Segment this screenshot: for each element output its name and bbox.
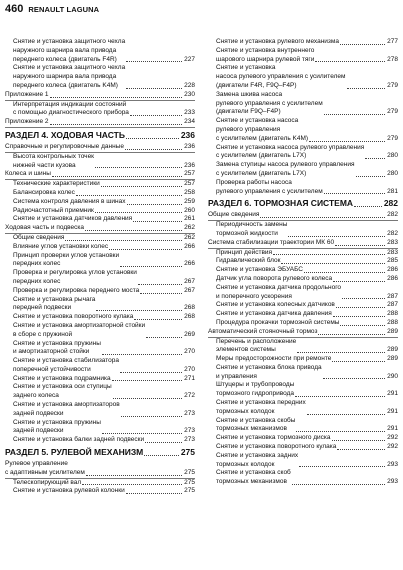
toc-entry bbox=[208, 257, 398, 266]
toc-entry-title: Снятие и установка скоб тормозных механизмов bbox=[216, 469, 291, 486]
toc-entry-page: 283 bbox=[387, 238, 398, 246]
toc-entry-page: 292 bbox=[387, 443, 398, 451]
toc-entry-title: РАЗДЕЛ 5. РУЛЕВОЙ МЕХАНИЗМ bbox=[5, 447, 144, 458]
toc-entry bbox=[208, 275, 398, 284]
toc-entry-title: Принцип проверки углов установки передних колес bbox=[13, 251, 120, 268]
toc-entry-page: 289 bbox=[387, 346, 398, 354]
toc-entry-page: 275 bbox=[184, 468, 195, 476]
dot-leader bbox=[354, 206, 382, 207]
dot-leader bbox=[125, 149, 182, 150]
dot-leader bbox=[85, 230, 182, 231]
toc-entry-page: 275 bbox=[184, 487, 195, 495]
dot-leader bbox=[52, 176, 182, 177]
toc-entry-title: Общие сведения bbox=[13, 233, 65, 241]
dot-leader bbox=[332, 440, 386, 441]
toc-entry bbox=[208, 399, 398, 417]
dot-leader bbox=[133, 221, 182, 222]
dot-leader bbox=[145, 442, 182, 443]
toc-entry-title: Периодичность замены тормозной жидкости bbox=[216, 221, 288, 237]
toc-entry-title: Принцип действия bbox=[216, 248, 273, 256]
toc-entry-title: Снятие и установка передних тормозных колодок bbox=[216, 399, 306, 415]
toc-entry-title: Снятие и установка амортизаторной стойки в сборе с пружиной bbox=[13, 321, 146, 338]
toc-entry-title: Технические характеристики bbox=[13, 180, 100, 188]
toc-entry bbox=[5, 322, 195, 340]
dot-leader bbox=[295, 396, 385, 397]
toc-entry-title: Снятие и установка подрамника bbox=[13, 374, 111, 382]
toc-entry-page: 261 bbox=[184, 215, 195, 223]
toc-entry-title: Интерпретация индикации состояний с помощью диагностического прибора bbox=[13, 100, 129, 117]
dot-leader bbox=[130, 115, 182, 116]
dot-leader bbox=[281, 263, 385, 264]
toc-entry-title: Датчик угла поворота рулевого колеса bbox=[216, 274, 333, 282]
toc-entry-page: 280 bbox=[387, 152, 398, 160]
toc-entry-title: Снятие и установка датчика давления bbox=[216, 310, 332, 318]
dot-leader bbox=[333, 316, 385, 317]
dot-leader bbox=[324, 193, 385, 194]
toc-entry-title: Высота контрольных точек нижней части кузова bbox=[13, 152, 95, 169]
dot-leader bbox=[109, 249, 182, 250]
toc-entry bbox=[208, 64, 398, 90]
dot-leader bbox=[324, 114, 385, 115]
toc-entry-page: 266 bbox=[184, 242, 195, 250]
toc-entry bbox=[5, 419, 195, 437]
toc-entry-title: Снятие и установка задних тормозных колодок bbox=[216, 451, 299, 468]
dot-leader bbox=[332, 361, 385, 362]
toc-entry-title: Снятие и установка ЭБУАБС bbox=[216, 266, 303, 274]
toc-entry bbox=[208, 211, 398, 221]
toc-entry bbox=[208, 443, 398, 452]
dot-leader bbox=[126, 88, 182, 89]
dot-leader bbox=[102, 433, 182, 434]
toc-entry bbox=[208, 161, 398, 179]
toc-entry-page: 292 bbox=[387, 434, 398, 442]
toc-entry-title: Колеса и шины bbox=[5, 170, 51, 178]
toc-entry-page: 257 bbox=[184, 180, 195, 188]
toc-entry bbox=[5, 243, 195, 252]
toc-entry-page: 268 bbox=[184, 313, 195, 321]
toc-entry-page: 279 bbox=[387, 134, 398, 142]
toc-entry-title: Балансировка колес bbox=[13, 188, 75, 196]
toc-entry-title: Снятие и установка рулевого механизма bbox=[216, 38, 339, 45]
toc-entry-title: Влияние углов установки колес bbox=[13, 242, 109, 250]
dot-leader bbox=[356, 176, 386, 177]
toc-entry-title: Процедура прокачки тормозной системы bbox=[216, 318, 340, 326]
toc-entry-title: Снятие и установка стабилизатора поперечной устойчивости bbox=[13, 357, 120, 373]
toc-entry bbox=[208, 47, 398, 65]
section-heading bbox=[5, 447, 195, 458]
toc-entry bbox=[208, 452, 398, 470]
toc-entry bbox=[208, 417, 398, 435]
toc-entry bbox=[5, 487, 195, 496]
toc-entry bbox=[5, 383, 195, 401]
toc-entry-page: 277 bbox=[387, 38, 398, 45]
dot-leader bbox=[95, 212, 182, 213]
dot-leader bbox=[318, 334, 385, 335]
toc-entry-page: 291 bbox=[387, 390, 398, 398]
toc-entry-page: 282 bbox=[387, 229, 398, 237]
dot-leader bbox=[307, 414, 385, 415]
toc-entry-page: 288 bbox=[387, 310, 398, 318]
toc-entry-title: Приложение 2 bbox=[5, 118, 49, 126]
toc-entry-title: Система стабилизации траектории МК 60 bbox=[208, 238, 335, 246]
toc-entry-page: 289 bbox=[387, 327, 398, 335]
toc-entry-page: 279 bbox=[387, 108, 398, 116]
toc-left-column bbox=[5, 38, 195, 496]
toc-entry-page: 236 bbox=[184, 161, 195, 169]
toc-entry-page: 273 bbox=[184, 427, 195, 435]
toc-entry-title: Снятие и установка насоса рулевого управления с усилителем (двигатель K4M) bbox=[216, 117, 309, 142]
toc-entry bbox=[5, 340, 195, 358]
toc-entry-page: 291 bbox=[387, 407, 398, 415]
dot-leader bbox=[120, 266, 182, 267]
toc-entry-title: Штуцеры и трубопроводы тормозного гидропривода bbox=[216, 381, 295, 398]
dot-leader bbox=[50, 124, 183, 125]
toc-entry bbox=[5, 91, 195, 101]
toc-entry bbox=[208, 319, 398, 328]
dot-leader bbox=[337, 449, 385, 450]
toc-entry-title: Снятие и установка внутреннего шарового шарнира рулевой тяги bbox=[216, 46, 315, 63]
dot-leader bbox=[50, 97, 183, 98]
toc-entry bbox=[208, 239, 398, 249]
toc-entry-page: 278 bbox=[387, 55, 398, 63]
toc-entry-title: Проверка и регулировка углов установки передних колес bbox=[13, 269, 137, 285]
toc-entry bbox=[5, 207, 195, 216]
toc-entry-title: Снятие и установка балки задней подвески bbox=[13, 436, 145, 444]
toc-entry-page: 272 bbox=[184, 392, 195, 400]
toc-entry-title: Снятие и установка поворотного кулака bbox=[216, 443, 337, 451]
dot-leader bbox=[335, 245, 385, 246]
toc-entry bbox=[5, 436, 195, 445]
dot-leader bbox=[82, 484, 182, 485]
dot-leader bbox=[299, 466, 385, 467]
toc-entry bbox=[5, 215, 195, 224]
toc-entry bbox=[208, 38, 398, 47]
toc-entry-page: 286 bbox=[387, 274, 398, 282]
dot-leader bbox=[365, 158, 385, 159]
toc-entry bbox=[208, 117, 398, 143]
section-heading bbox=[208, 198, 398, 209]
toc-entry-title: Снятие и установка колесных датчиков bbox=[216, 301, 335, 309]
toc-entry-page: 287 bbox=[387, 301, 398, 309]
toc-entry-title: Снятие и установка пружины задней подвески bbox=[13, 418, 101, 435]
toc-entry-page: 236 bbox=[180, 129, 195, 140]
toc-entry-page: 270 bbox=[184, 348, 195, 356]
toc-entry bbox=[208, 221, 398, 239]
dot-leader bbox=[288, 236, 385, 237]
page-header bbox=[5, 2, 99, 16]
toc-entry-page: 234 bbox=[184, 118, 195, 126]
toc-entry-title: Снятие и установка насоса рулевого управления с усилителем (двигатели F4R, F9Q–F4P) bbox=[216, 64, 346, 89]
toc-entry bbox=[5, 287, 195, 296]
toc-entry-title: РАЗДЕЛ 6. ТОРМОЗНАЯ СИСТЕМА bbox=[208, 198, 354, 209]
toc-entry bbox=[5, 269, 195, 287]
toc-entry-title: Снятие и установка оси ступицы заднего колеса bbox=[13, 383, 112, 400]
toc-entry bbox=[5, 118, 195, 128]
toc-entry-page: 269 bbox=[184, 330, 195, 338]
dot-leader bbox=[126, 138, 179, 139]
dot-leader bbox=[96, 310, 182, 311]
toc-entry-page: 259 bbox=[184, 197, 195, 205]
toc-entry bbox=[5, 170, 195, 180]
toc-entry bbox=[208, 338, 398, 356]
toc-entry bbox=[5, 234, 195, 243]
toc-entry-page: 228 bbox=[184, 81, 195, 89]
toc-entry bbox=[208, 301, 398, 310]
dot-leader bbox=[146, 337, 182, 338]
dot-leader bbox=[102, 354, 182, 355]
toc-entry-page: 290 bbox=[387, 372, 398, 380]
toc-entry-page: 289 bbox=[387, 355, 398, 363]
dot-leader bbox=[144, 455, 179, 456]
dot-leader bbox=[296, 431, 385, 432]
toc-entry-title: Гидравлический блок bbox=[216, 257, 281, 265]
dot-leader bbox=[65, 240, 182, 241]
toc-entry bbox=[208, 179, 398, 197]
toc-entry bbox=[208, 364, 398, 382]
dot-leader bbox=[140, 293, 182, 294]
toc-entry bbox=[5, 143, 195, 153]
toc-entry-title: Радиочастотный приемник bbox=[13, 206, 94, 214]
toc-entry bbox=[208, 434, 398, 443]
dot-leader bbox=[101, 186, 182, 187]
toc-entry bbox=[208, 91, 398, 117]
toc-entry bbox=[208, 469, 398, 487]
toc-entry-title: Снятие и установка скобы тормозных механизмов bbox=[216, 416, 296, 433]
toc-entry bbox=[5, 101, 195, 119]
dot-leader bbox=[347, 88, 386, 89]
toc-entry bbox=[208, 355, 398, 364]
toc-entry bbox=[5, 180, 195, 189]
toc-entry-title: Снятие и установка тормозного диска bbox=[216, 434, 331, 442]
toc-entry bbox=[5, 313, 195, 322]
toc-entry-title: Снятие и установка защитного чехла наружного шарнира вала привода переднего колеса (двигатель F4R) bbox=[13, 38, 126, 63]
toc-entry-title: Снятие и установка амортизаторов задней подвески bbox=[13, 401, 120, 417]
dot-leader bbox=[126, 493, 182, 494]
toc-entry-title: Проверка работы насоса рулевого управления с усилителем bbox=[216, 178, 323, 195]
toc-entry-title: Справочные и регулировочные данные bbox=[5, 142, 124, 150]
toc-entry-title: Рулевое управление с адаптивным усилителем bbox=[5, 460, 85, 476]
toc-entry-page: 279 bbox=[387, 81, 398, 89]
toc-entry-page: 273 bbox=[184, 436, 195, 444]
dot-leader bbox=[333, 281, 385, 282]
toc-entry bbox=[5, 460, 195, 479]
toc-entry-page: 275 bbox=[180, 447, 195, 458]
dot-leader bbox=[112, 380, 183, 381]
toc-entry-title: Снятие и установка насоса рулевого управления с усилителем (двигатель L7X) bbox=[216, 143, 365, 160]
toc-entry-page: 291 bbox=[387, 425, 398, 433]
toc-entry bbox=[5, 189, 195, 198]
toc-entry-title: Снятие и установка датчиков давления bbox=[13, 215, 133, 223]
toc-entry-title: Снятие и установка блока привода и управления bbox=[216, 363, 322, 380]
dot-leader bbox=[126, 61, 182, 62]
dot-leader bbox=[120, 372, 182, 373]
toc-entry bbox=[5, 198, 195, 207]
toc-entry-page: 273 bbox=[184, 409, 195, 417]
toc-entry-title: Меры предосторожности при ремонте bbox=[216, 355, 332, 363]
toc-entry bbox=[208, 144, 398, 162]
toc-entry-page: 293 bbox=[387, 478, 398, 486]
dot-leader bbox=[273, 254, 385, 255]
toc-entry bbox=[208, 328, 398, 338]
dot-leader bbox=[309, 141, 385, 142]
dot-leader bbox=[323, 378, 386, 379]
toc-entry bbox=[5, 38, 195, 64]
toc-entry bbox=[208, 249, 398, 258]
dot-leader bbox=[297, 352, 385, 353]
toc-entry bbox=[208, 381, 398, 399]
toc-entry bbox=[5, 153, 195, 171]
dot-leader bbox=[95, 167, 182, 168]
dot-leader bbox=[86, 475, 182, 476]
dot-leader bbox=[292, 484, 385, 485]
toc-entry-title: Общие сведения bbox=[208, 211, 260, 219]
dot-leader bbox=[342, 298, 385, 299]
toc-entry-page: 230 bbox=[184, 90, 195, 98]
toc-entry bbox=[5, 401, 195, 419]
toc-entry bbox=[5, 224, 195, 234]
toc-entry-page: 293 bbox=[387, 460, 398, 468]
toc-entry-title: РАЗДЕЛ 4. ХОДОВАЯ ЧАСТЬ bbox=[5, 129, 125, 140]
toc-entry-page: 227 bbox=[184, 55, 195, 63]
toc-entry-page: 262 bbox=[184, 224, 195, 232]
toc-entry-page: 281 bbox=[387, 187, 398, 195]
toc-entry-title: Снятие и установка датчика продольного и поперечного ускорения bbox=[216, 283, 342, 300]
toc-entry-title: Снятие и установка защитного чехла наружного шарнира вала привода переднего колеса (двигатель K4M) bbox=[13, 64, 126, 89]
dot-leader bbox=[336, 307, 385, 308]
toc-entry-page: 271 bbox=[184, 374, 195, 382]
dot-leader bbox=[76, 195, 182, 196]
toc-entry-page: 258 bbox=[184, 188, 195, 196]
toc-entry-page: 282 bbox=[387, 211, 398, 219]
toc-entry-page: 270 bbox=[184, 365, 195, 373]
dot-leader bbox=[340, 325, 385, 326]
dot-leader bbox=[113, 398, 182, 399]
toc-entry-page: 282 bbox=[383, 198, 398, 209]
toc-entry-title: Перечень и расположение элементов системы bbox=[216, 337, 297, 354]
toc-entry bbox=[208, 266, 398, 275]
toc-entry-page: 286 bbox=[387, 266, 398, 274]
toc-entry-title: Замена шкива насоса рулевого управления с усилителем (двигатели F9Q–F4P) bbox=[216, 90, 323, 116]
dot-leader bbox=[260, 217, 385, 218]
toc-entry-title: Автоматический стояночный тормоз bbox=[208, 327, 318, 335]
toc-entry bbox=[5, 296, 195, 314]
toc-entry-title: Замена ступицы насоса рулевого управления с усилителем (двигатель L7X) bbox=[216, 161, 355, 177]
toc-entry-page: 267 bbox=[184, 286, 195, 294]
section-heading bbox=[5, 130, 195, 141]
toc-entry-title: Телескопирующий вал bbox=[13, 478, 82, 486]
toc-entry-page: 285 bbox=[387, 257, 398, 265]
toc-entry-page: 257 bbox=[184, 170, 195, 178]
toc-entry bbox=[208, 310, 398, 319]
toc-entry-page: 233 bbox=[184, 109, 195, 117]
dot-leader bbox=[121, 416, 182, 417]
toc-entry-page: 280 bbox=[387, 169, 398, 177]
dot-leader bbox=[304, 272, 385, 273]
dot-leader bbox=[138, 284, 182, 285]
dot-leader bbox=[340, 44, 385, 45]
toc-entry-page: 275 bbox=[184, 478, 195, 486]
toc-entry-page: 288 bbox=[387, 318, 398, 326]
toc-entry-page: 260 bbox=[184, 206, 195, 214]
toc-entry-title: Снятие и установка рулевой колонки bbox=[13, 487, 125, 495]
toc-entry-title: Снятие и установка поворотного кулака bbox=[13, 313, 134, 321]
toc-entry-title: Снятие и установка рычага передней подвески bbox=[13, 295, 96, 312]
dot-leader bbox=[127, 204, 183, 205]
toc-entry bbox=[5, 357, 195, 375]
toc-entry-page: 287 bbox=[387, 292, 398, 300]
toc-entry-page: 266 bbox=[184, 260, 195, 268]
page-number: 460 bbox=[5, 3, 24, 15]
toc-entry-title: Система контроля давления в шинах bbox=[13, 197, 126, 205]
toc-entry bbox=[5, 375, 195, 384]
book-title: RENAULT LAGUNA bbox=[28, 4, 100, 14]
toc-entry-title: Ходовая часть и подвеска bbox=[5, 224, 84, 232]
toc-entry-title: Приложение 1 bbox=[5, 90, 49, 98]
toc-entry bbox=[5, 64, 195, 90]
toc-entry-page: 268 bbox=[184, 304, 195, 312]
toc-entry bbox=[208, 284, 398, 302]
toc-entry-page: 262 bbox=[184, 233, 195, 241]
toc-entry bbox=[5, 252, 195, 270]
toc-entry-page: 267 bbox=[184, 277, 195, 285]
toc-right-column bbox=[208, 38, 398, 487]
toc-entry-title: Снятие и установка пружины и амортизаторной стойки bbox=[13, 339, 101, 356]
toc-entry-page: 236 bbox=[184, 142, 195, 150]
toc-entry-page: 283 bbox=[387, 248, 398, 256]
toc-entry-title: Проверка и регулировка переднего моста bbox=[13, 286, 140, 294]
dot-leader bbox=[315, 61, 385, 62]
dot-leader bbox=[134, 319, 182, 320]
